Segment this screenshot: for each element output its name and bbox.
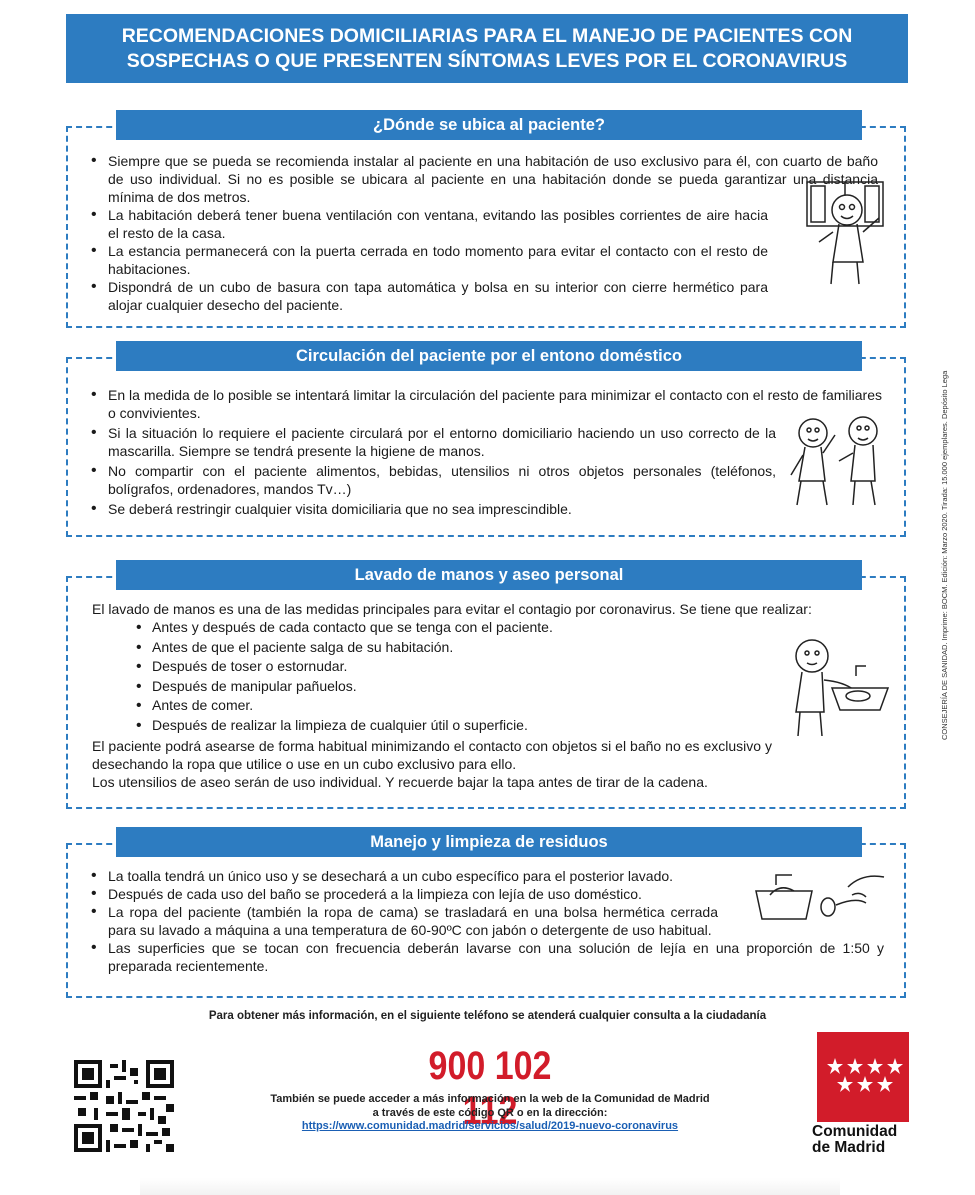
qr-code[interactable] [74,1060,174,1152]
phone-number[interactable]: 900 102 112 [428,1044,552,1133]
list-item: • Dispondrá de un cubo de basura con tapa automática y bolsa en su interior con cierre hermético para alojar cualquier desecho del paciente. [108,278,768,314]
list-item: • Se deberá restringir cualquier visita domiciliaria que no sea imprescindible. [108,500,882,518]
list-item: • Antes y después de cada contacto que se tenga con el paciente. [152,618,904,638]
section-title: Circulación del paciente por el entono doméstico [116,341,862,371]
page-bottom-shadow [140,1178,840,1195]
section-patient-location [66,115,906,328]
info-phone-caption: Para obtener más información, en el siguiente teléfono se atenderá cualquier consulta a la ciudadanía [208,1010,767,1022]
comunidad-madrid-logo-text [812,1124,922,1156]
child-opening-window-illustration [803,180,893,290]
list-item: • La habitación deberá tener buena ventilación con ventana, evitando las posibles corrientes de aire hacia el resto de la casa. [108,206,768,242]
list-item: • Si la situación lo requiere el paciente circulará por el entorno domiciliario haciendo un uso correcto de la mascarilla. Siempre se tendrá presente la higiene de manos. [108,424,776,460]
list-item: • Después de cada uso del baño se procederá a la limpieza con lejía de uso doméstico. [108,885,718,903]
list-item: • En la medida de lo posible se intentará limitar la circulación del paciente para minimizar el contacto con el resto de familiares o convivientes. [108,386,882,422]
comunidad-madrid-flag-logo [817,1032,909,1122]
hand-washing-note: El paciente podrá asearse de forma habitual minimizando el contacto con objetos si el baño no es exclusivo y desechando la ropa que utilice o use en un cubo exclusivo para ello. [92,738,772,772]
access-line-2: a través de este código QR o en la dirección: [372,1106,608,1119]
two-children-talking-illustration [783,411,893,509]
list-item: • Siempre que se pueda se recomienda instalar al paciente en una habitación de uso exclusivo para él, con cuarto de baño de uso individual. Si no es posible se ubicara al paciente en una habitación donde se pueda garantizar una distancia mínima de dos metros. [108,152,878,206]
list-item: • La ropa del paciente (también la ropa de cama) se trasladará en una bolsa hermética cerrada para su lavado a máquina a una temperatura de 60-90ºC con jabón o detergente de uso habitual. [108,903,718,939]
list-item: • Después de toser o estornudar. [152,657,904,677]
list-item: • Antes de comer. [152,696,904,716]
info-url-link[interactable]: https://www.comunidad.madrid/servicios/salud/2019-nuevo-coronavirus [301,1120,679,1132]
section-title: ¿Dónde se ubica al paciente? [116,110,862,140]
section-hand-washing [66,565,906,809]
list-item: • Las superficies que se tocan con frecuencia deberán lavarse con una solución de lejía en una proporción de 1:50 y preparada recientemente. [108,939,884,975]
access-line-1: También se puede acceder a más información en la web de la Comunidad de Madrid [270,1093,710,1105]
page-title-line-2: SOSPECHAS O QUE PRESENTEN SÍNTOMAS LEVES POR EL CORONAVIRUS [126,49,848,72]
page-title-banner [66,14,908,83]
page-title-line-1: RECOMENDACIONES DOMICILIARIAS PARA EL MANEJO DE PACIENTES CON [121,24,853,47]
section-waste-management [66,832,906,998]
logo-line-1: Comunidad [812,1123,898,1140]
hand-cleaning-sink-illustration [752,865,890,929]
web-access-info [230,1093,750,1134]
hand-washing-intro: El lavado de manos es una de las medidas principales para evitar el contagio por coronavirus. Se tiene que realizar: [92,601,812,617]
list-item: • Después de manipular pañuelos. [152,677,904,697]
section-title: Manejo y limpieza de residuos [116,827,862,857]
section-title: Lavado de manos y aseo personal [116,560,862,590]
list-item: • Después de realizar la limpieza de cualquier útil o superficie. [152,716,904,736]
list-item: • Antes de que el paciente salga de su habitación. [152,638,904,658]
list-item: • La estancia permanecerá con la puerta cerrada en todo momento para evitar el contacto con el resto de habitaciones. [108,242,768,278]
print-info-note: CONSEJERÍA DE SANIDAD. Imprime: BOCM. Edición: Marzo 2020. Tirada: 15.000 ejemplares. Depósito Lega [940,370,949,740]
section-patient-circulation [66,346,906,537]
hygiene-utensils-note: Los utensilios de aseo serán de uso individual. Y recuerde bajar la tapa antes de tirar de la cadena. [92,774,708,790]
list-item: • No compartir con el paciente alimentos, bebidas, utensilios ni otros objetos personales (teléfonos, bolígrafos, ordenadores, mandos Tv…) [108,462,776,498]
list-item: • La toalla tendrá un único uso y se desechará a un cubo específico para el posterior lavado. [108,867,718,885]
child-washing-hands-illustration [782,630,892,740]
logo-line-2: de Madrid [812,1139,886,1156]
